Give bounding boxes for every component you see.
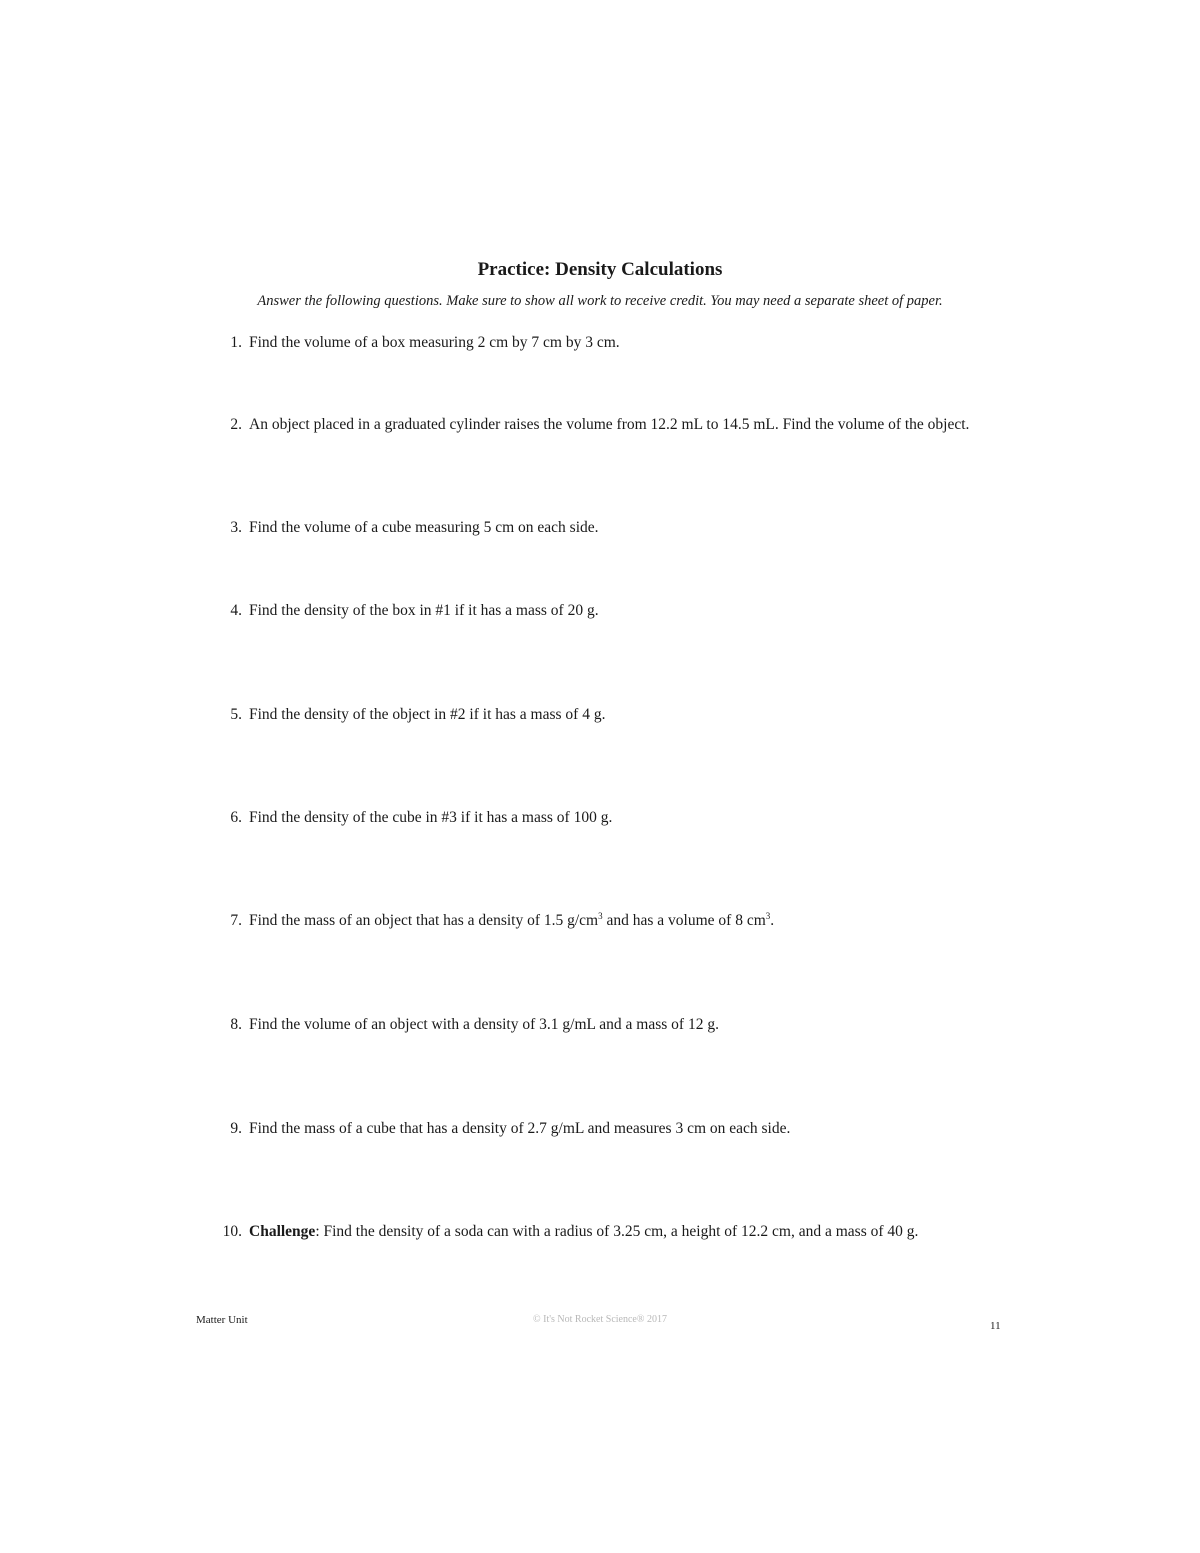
question-number: 10. [222,1223,242,1240]
question-1 [230,332,994,354]
question-7 [230,910,994,932]
question-text: Find the volume of a box measuring 2 cm by 7 cm by 3 cm. [249,334,620,351]
question-number: 1. [230,334,242,351]
question-text: Find the density of the cube in #3 if it has a mass of 100 g. [249,809,613,826]
question-4 [230,600,994,622]
question-6 [230,807,994,829]
question-number: 5. [230,706,242,723]
challenge-label: Challenge [249,1223,316,1240]
question-text: Find the mass of an object that has a density of 1.5 $g/cm^3$ and has a volume of 8 $cm^3$. [249,910,775,929]
question-text: Find the volume of a cube measuring 5 cm on each side. [249,519,599,536]
question-text: Find the density of the object in #2 if it has a mass of 4 g. [249,706,606,723]
footer-unit: Matter Unit [196,1314,248,1326]
question-text: Find the volume of an object with a density of 3.1 g/mL and a mass of 12 g. [249,1016,719,1033]
question-number: 6. [230,809,242,826]
question-text: An object placed in a graduated cylinder raises the volume from 12.2 mL to 14.5 mL. Find the volume of the object. [249,416,970,433]
question-text: Find the mass of a cube that has a density of 2.7 g/mL and measures 3 cm on each side. [249,1120,791,1137]
question-number: 9. [230,1120,242,1137]
question-number: 3. [230,519,242,536]
question-text: Find the density of the box in #1 if it has a mass of 20 g. [249,602,599,619]
page-number: 11 [990,1320,1001,1332]
question-9 [230,1118,994,1140]
page-title: Practice: Density Calculations [477,259,723,280]
footer-copyright: © It's Not Rocket Science® 2017 [533,1314,667,1325]
question-2 [230,414,994,436]
question-10 [222,1221,994,1243]
instructions: Answer the following questions. Make sure to show all work to receive credit. You may need a separate sheet of paper. [257,293,943,309]
question-number: 8. [230,1016,242,1033]
question-3 [230,517,994,539]
question-number: 7. [230,912,242,929]
question-number: 2. [230,416,242,433]
question-number: 4. [230,602,242,619]
question-5 [230,704,994,726]
question-text: : Find the density of a soda can with a radius of 3.25 cm, a height of 12.2 cm, and a mass of 40 g. [315,1223,919,1240]
question-8 [230,1014,994,1036]
